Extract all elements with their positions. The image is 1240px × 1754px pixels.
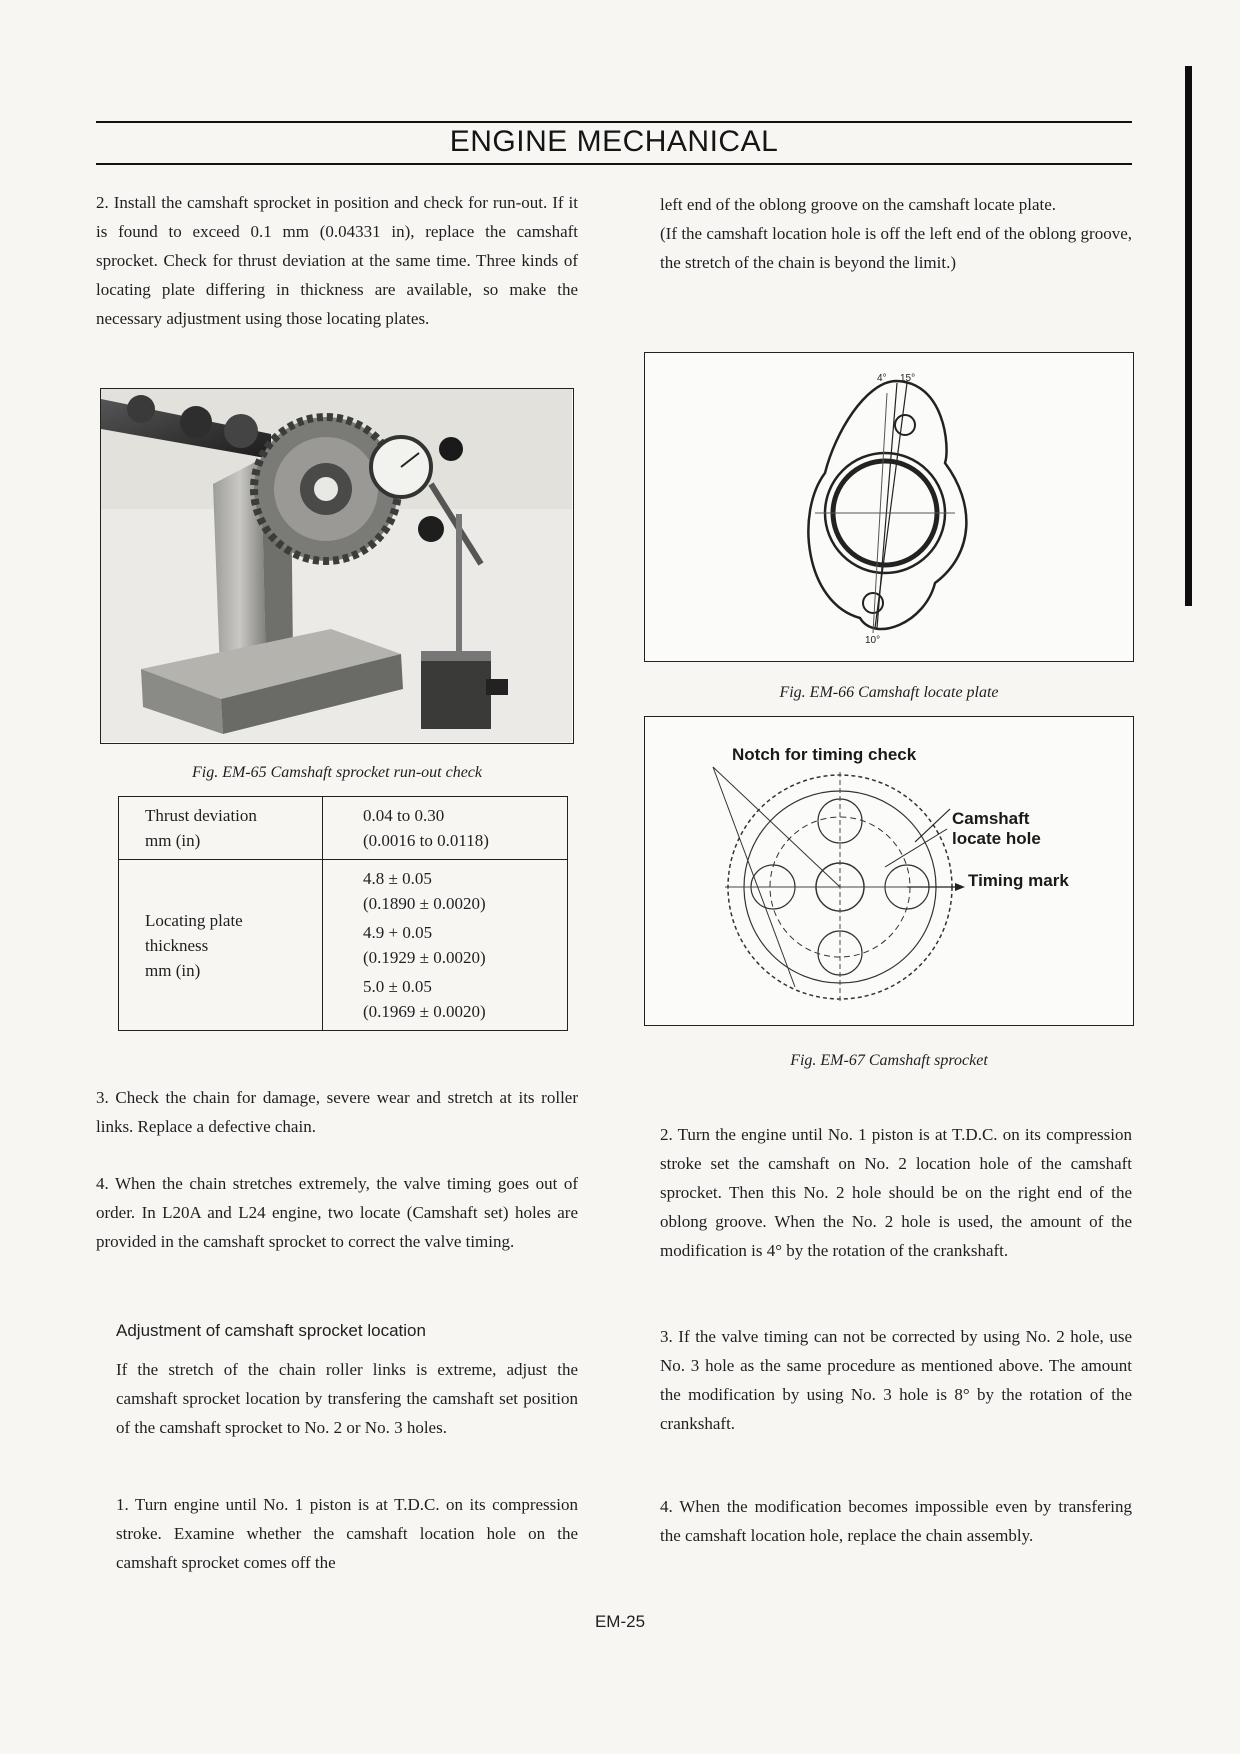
fig-em65-frame (100, 388, 574, 744)
step2-block (96, 188, 578, 333)
sub1-text: 1. Turn engine until No. 1 piston is at T.D.C. on its compression stroke. Examine whether the camshaft location hole on the camshaft sprocket comes off the (116, 1495, 578, 1572)
right-cont-block (660, 190, 1132, 277)
step4-block (96, 1169, 578, 1256)
locating-plate-label: Locating plate thickness mm (in) (119, 860, 323, 1031)
angle-label-15: 15° (900, 373, 916, 384)
page-number: EM-25 (594, 1612, 646, 1631)
locating-plate-values: 4.8 ± 0.05 (0.1890 ± 0.0020) 4.9 + 0.05 (0.1929 ± 0.0020) 5.0 ± 0.05 (0.1969 ± 0.0020) (323, 860, 568, 1031)
sub4-block (660, 1492, 1132, 1550)
locate-hole-label-line2: locate hole (952, 829, 1041, 848)
table-row (119, 797, 568, 860)
adjustment-heading: Adjustment of camshaft sprocket location (116, 1321, 426, 1340)
camshaft-runout-illustration (101, 389, 572, 742)
sub2-block (660, 1120, 1132, 1265)
step3-block (96, 1083, 578, 1141)
sub2-text: 2. Turn the engine until No. 1 piston is at T.D.C. on its compression stroke set the camshaft on No. 2 location hole of the camshaft sprocket. Then this No. 2 hole should be on the right end of the oblong groove. When the No. 2 hole is used, the amount of the modification is 4° by the rotation of the crankshaft. (660, 1125, 1132, 1260)
notch-label: Notch for timing check (732, 745, 917, 764)
spec-table (118, 796, 568, 1031)
step4-text: 4. When the chain stretches extremely, the valve timing goes out of order. In L20A and L24 engine, two locate (Camshaft set) holes are provided in the camshaft sprocket to correct the valve timing. (96, 1174, 578, 1251)
step3-text: 3. Check the chain for damage, severe wear and stretch at its roller links. Replace a defective chain. (96, 1088, 578, 1136)
adjustment-body-block (116, 1355, 578, 1442)
sub4-text: 4. When the modification becomes impossible even by transfering the camshaft location hole, replace the chain assembly. (660, 1497, 1132, 1545)
locate-hole-label-line1: Camshaft (952, 809, 1030, 828)
sub3-text: 3. If the valve timing can not be corrected by using No. 2 hole, use No. 3 hole as the same procedure as mentioned above. The amount the modification by using No. 3 hole is 8° by the rotation of the crankshaft. (660, 1327, 1132, 1433)
right-cont-text: left end of the oblong groove on the camshaft locate plate. (660, 195, 1057, 214)
timing-mark-label: Timing mark (968, 871, 1069, 890)
header-rule-bottom (96, 163, 1132, 165)
fig-em65-caption: Fig. EM-65 Camshaft sprocket run-out check (191, 764, 482, 781)
thrust-deviation-value: 0.04 to 0.30 (0.0016 to 0.0118) (323, 797, 568, 860)
angle-label-10: 10° (865, 635, 881, 646)
fig-em66-caption: Fig. EM-66 Camshaft locate plate (779, 684, 999, 701)
fig-em67-caption: Fig. EM-67 Camshaft sprocket (790, 1052, 988, 1069)
sub1-block (116, 1490, 578, 1577)
locate-plate-diagram (645, 353, 1132, 660)
adjustment-body: If the stretch of the chain roller links is extreme, adjust the camshaft sprocket location by transfering the camshaft set position of the camshaft sprocket to No. 2 or No. 3 holes. (116, 1360, 578, 1437)
fig-em66-frame (644, 352, 1134, 662)
thrust-deviation-label: Thrust deviation mm (in) (119, 797, 323, 860)
adjustment-heading-block (116, 1317, 578, 1345)
right-note-text: (If the camshaft location hole is off the left end of the oblong groove, the stretch of the chain is beyond the limit.) (660, 224, 1132, 272)
table-row (119, 860, 568, 1031)
margin-bar (1185, 66, 1192, 606)
sub3-block (660, 1322, 1132, 1438)
step2-text: 2. Install the camshaft sprocket in position and check for run-out. If it is found to exceed 0.1 mm (0.04331 in), replace the camshaft sprocket. Check for thrust deviation at the same time. Three kinds of locating plate differing in thickness are available, so make the necessary adjustment using those locating plates. (96, 193, 578, 328)
angle-label-4: 4° (877, 373, 887, 384)
page-title: ENGINE MECHANICAL (449, 125, 779, 158)
